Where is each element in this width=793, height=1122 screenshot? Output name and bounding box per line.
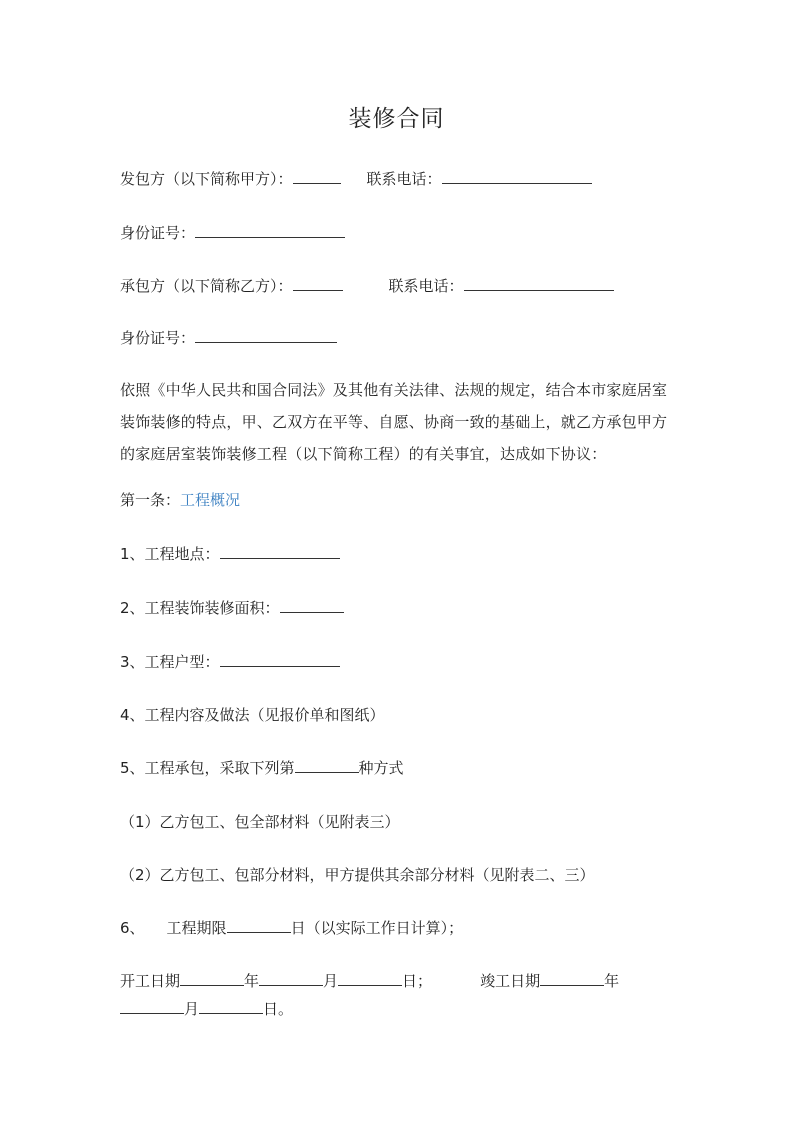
end-date-label: 竣工日期	[480, 972, 541, 990]
article-1-prefix: 第一条：	[120, 491, 181, 509]
article-1-heading	[120, 489, 240, 511]
party-b-id-blank	[195, 327, 337, 343]
end-day-label: 日。	[263, 1000, 294, 1018]
party-b-id-label: 身份证号：	[120, 329, 196, 347]
option-1-label: （1）乙方包工、包全部材料（见附表三）	[120, 813, 400, 831]
party-a-name-blank	[293, 168, 341, 184]
party-b-line	[120, 275, 614, 297]
party-a-phone-label: 联系电话：	[366, 170, 442, 188]
start-date-label: 开工日期	[120, 972, 181, 990]
end-year-blank	[540, 970, 604, 986]
item-1-blank	[220, 543, 340, 559]
item-1-line	[120, 543, 340, 565]
end-day-blank	[199, 998, 263, 1014]
start-year-label: 年	[244, 972, 260, 990]
item-2-label: 2、工程装饰装修面积：	[120, 599, 280, 617]
option-2-label: （2）乙方包工、包部分材料，甲方提供其余部分材料（见附表二、三）	[120, 866, 595, 884]
page-title: 装修合同	[348, 106, 445, 132]
start-month-label: 月	[323, 972, 339, 990]
party-a-id-blank	[195, 222, 345, 238]
item-6-label-b: 工程期限	[166, 919, 227, 937]
party-b-phone-blank	[464, 275, 614, 291]
item-3-line	[120, 651, 340, 673]
item-6-blank	[227, 917, 291, 933]
item-6-line	[120, 917, 463, 939]
item-4-line	[120, 704, 385, 726]
party-a-id-label: 身份证号：	[120, 224, 196, 242]
intro-paragraph: 依照《中华人民共和国合同法》及其他有关法律、法规的规定，结合本市家庭居室装饰装修的特点，甲、乙双方在平等、自愿、协商一致的基础上，就乙方承包甲方的家庭居室装饰装修工程（以下简称工程）的有关事宜，达成如下协议：	[120, 381, 668, 463]
party-b-id-line	[120, 327, 337, 349]
item-5-label-a: 5、工程承包，采取下列第	[120, 759, 295, 777]
item-5-blank	[295, 757, 359, 773]
item-5-label-b: 种方式	[358, 759, 404, 777]
item-2-blank	[280, 597, 344, 613]
dates-line	[120, 970, 619, 992]
item-6-label-c: 日（以实际工作日计算）；	[290, 919, 464, 937]
item-2-line	[120, 597, 344, 619]
party-a-phone-blank	[442, 168, 592, 184]
end-month-label: 月	[184, 1000, 200, 1018]
item-5-line	[120, 757, 404, 779]
item-3-blank	[220, 651, 340, 667]
dates-line-2	[120, 998, 293, 1020]
start-day-label: 日；	[402, 972, 433, 990]
party-a-line	[120, 168, 592, 190]
option-1-line	[120, 811, 400, 833]
article-1-link[interactable]: 工程概况	[180, 491, 241, 509]
item-4-label: 4、工程内容及做法（见报价单和图纸）	[120, 706, 385, 724]
start-month-blank	[259, 970, 323, 986]
end-month-blank	[120, 998, 184, 1014]
option-2-line	[120, 864, 595, 886]
start-day-blank	[338, 970, 402, 986]
party-a-label: 发包方（以下简称甲方）：	[120, 170, 293, 188]
item-6-label-a: 6、	[120, 919, 145, 937]
party-b-label: 承包方（以下简称乙方）：	[120, 277, 293, 295]
end-year-label: 年	[604, 972, 620, 990]
party-b-phone-label: 联系电话：	[388, 277, 464, 295]
party-a-id-line	[120, 222, 345, 244]
item-1-label: 1、工程地点：	[120, 545, 220, 563]
item-3-label: 3、工程户型：	[120, 653, 220, 671]
party-b-name-blank	[293, 275, 343, 291]
start-year-blank	[180, 970, 244, 986]
